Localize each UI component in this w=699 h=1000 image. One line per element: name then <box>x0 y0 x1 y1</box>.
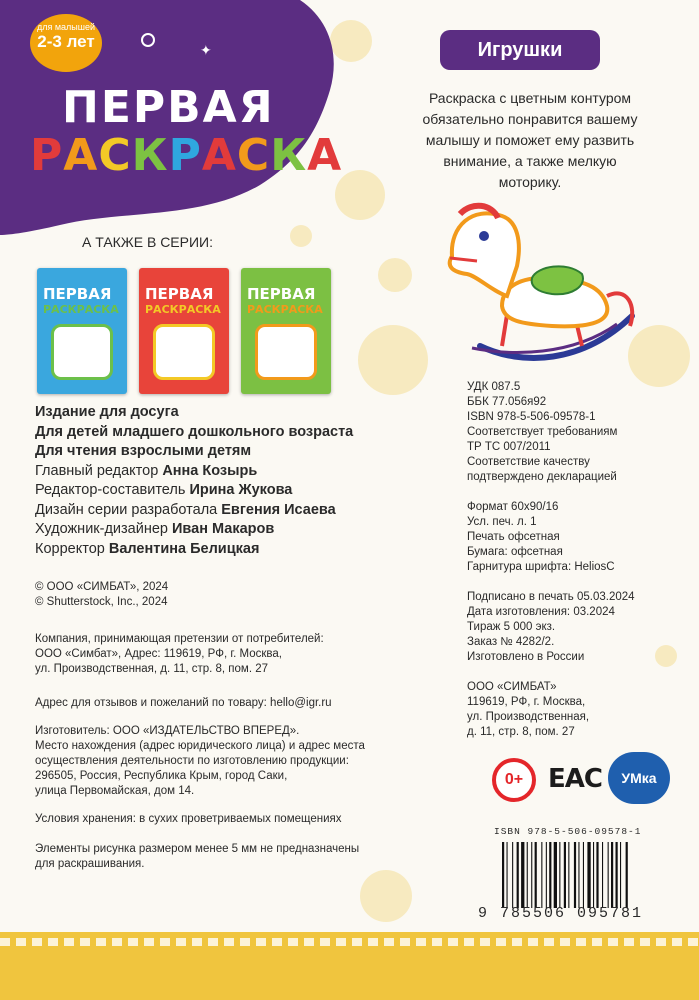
barcode-digits: 9 785506 095781 <box>478 905 644 922</box>
book-illustration <box>153 324 215 380</box>
category-tag: Игрушки <box>440 30 600 70</box>
warning-line: Элементы рисунка размером менее 5 мм не предназначены <box>35 843 360 855</box>
warning-line: для раскрашивания. <box>35 858 145 870</box>
format-line: Формат 60х90/16 <box>467 501 559 513</box>
barcode-bar <box>531 842 532 908</box>
barcode-bar <box>527 842 528 908</box>
barcode-bar <box>521 842 524 908</box>
decor-dot <box>360 870 412 922</box>
barcode-bar <box>593 842 594 908</box>
title-letter: С <box>236 130 271 181</box>
print-line: Дата изготовления: 03.2024 <box>467 606 615 618</box>
edition-block <box>35 403 353 559</box>
credits-list <box>35 462 353 560</box>
title-letter: Р <box>168 130 202 181</box>
biblio-line: УДК 087.5 <box>467 381 521 393</box>
title-letter: А <box>307 130 343 181</box>
badge-caption: для малышей <box>36 22 96 32</box>
biblio-line: подтверждено декларацией <box>467 471 617 483</box>
book-illustration <box>255 324 317 380</box>
publisher-line: 119619, РФ, г. Москва, <box>467 696 586 708</box>
description <box>380 88 680 193</box>
barcode-bar <box>502 842 504 908</box>
title-letter: А <box>63 130 99 181</box>
publisher-block <box>467 680 589 740</box>
barcode-bar <box>507 842 508 908</box>
barcode-bar <box>620 842 621 908</box>
publisher-line: ул. Производственная, <box>467 711 590 723</box>
biblio-line: Соответствует требованиям <box>467 426 618 438</box>
manufacturer-line: улица Первомайская, дом 14. <box>35 785 195 797</box>
biblio-line: Соответствие качеству <box>467 456 590 468</box>
book-title: ПЕРВАЯ РАСКРАСКА <box>43 285 119 316</box>
biblio-line: ТР ТС 007/2011 <box>467 441 551 453</box>
barcode-bar <box>554 842 557 908</box>
copyright-line: © Shutterstock, Inc., 2024 <box>35 596 168 608</box>
manufacturer-line: Место нахождения (адрес юридического лица) и адрес места <box>35 740 365 752</box>
barcode-bar <box>535 842 537 908</box>
claims-block <box>35 632 324 677</box>
biblio-line: ББК 77.056я92 <box>467 396 547 408</box>
barcode-bar <box>568 842 569 908</box>
rocking-horse-illustration <box>432 196 642 376</box>
barcode-bar <box>611 842 613 908</box>
print-block <box>467 590 635 665</box>
description-line: внимание, а также мелкую <box>443 153 617 169</box>
manufacturer-line: Изготовитель: ООО «ИЗДАТЕЛЬСТВО ВПЕРЕД». <box>35 725 300 737</box>
footer-dash <box>0 938 699 946</box>
title-letter: А <box>201 130 237 181</box>
decor-dot <box>655 645 677 667</box>
series-label: А ТАКЖЕ В СЕРИИ: <box>82 234 213 250</box>
decor-dot <box>358 325 428 395</box>
format-line: Гарнитура шрифта: HeliosC <box>467 561 615 573</box>
title-letter: С <box>98 130 132 181</box>
book-illustration <box>51 324 113 380</box>
claims-line: Компания, принимающая претензии от потребителей: <box>35 633 324 645</box>
manufacturer-line: осуществления деятельности по изготовлению продукции: <box>35 755 349 767</box>
edition-line: Издание для досуга <box>35 404 179 420</box>
claims-line: ООО «Симбат», Адрес: 119619, РФ, г. Москва, <box>35 648 282 660</box>
barcode-bar <box>512 842 513 908</box>
print-line: Подписано в печать 05.03.2024 <box>467 591 635 603</box>
barcode-bar <box>517 842 519 908</box>
storage-line: Условия хранения: в сухих проветриваемых помещениях <box>35 813 342 825</box>
credit-line: Корректор Валентина Белицкая <box>35 540 260 557</box>
barcode-bar <box>616 842 618 908</box>
barcode-isbn: ISBN 978-5-506-09578-1 <box>494 826 642 837</box>
edition-line: Для детей младшего дошкольного возраста <box>35 423 354 440</box>
barcode-bar <box>587 842 590 908</box>
badge-age: 2-3 лет <box>37 32 95 51</box>
print-line: Заказ № 4282/2. <box>467 636 555 648</box>
brand-logo: УМка <box>608 752 670 804</box>
publisher-line: ООО «СИМБАТ» <box>467 681 557 693</box>
series-book-cover <box>37 268 127 394</box>
barcode-bar <box>549 842 551 908</box>
warning-block <box>35 842 359 872</box>
credit-line: Художник-дизайнер Иван Макаров <box>35 521 275 537</box>
book-title: ПЕРВАЯ РАСКРАСКА <box>247 285 323 316</box>
format-line: Усл. печ. л. 1 <box>467 516 537 528</box>
edition-line: Для чтения взрослыми детям <box>35 443 252 459</box>
barcode-bar <box>583 842 584 908</box>
barcode-bar <box>608 842 609 908</box>
book-title: ПЕРВАЯ РАСКРАСКА <box>145 285 221 316</box>
barcode-bar <box>578 842 579 908</box>
copyright-line: © ООО «СИМБАТ», 2024 <box>35 581 169 593</box>
credit-line: Главный редактор Анна Козырь <box>35 462 258 479</box>
barcode-bar <box>626 842 628 908</box>
title-letter: Р <box>30 130 64 181</box>
series-book-cover <box>139 268 229 394</box>
title-line2 <box>30 130 342 181</box>
feedback-line: Адрес для отзывов и пожеланий по товару: hello@igr.ru <box>35 697 332 709</box>
barcode-bar <box>541 842 542 908</box>
claims-line: ул. Производственная, д. 11, стр. 8, пом. 27 <box>35 663 269 675</box>
copyright-block <box>35 580 168 610</box>
publisher-line: д. 11, стр. 8, пом. 27 <box>467 726 575 738</box>
title-line1: ПЕРВАЯ <box>62 82 275 133</box>
svg-text:✦: ✦ <box>200 43 212 59</box>
description-line: обязательно понравится вашему <box>422 111 638 127</box>
title-letter: К <box>131 130 169 181</box>
format-block <box>467 500 615 575</box>
print-line: Изготовлено в России <box>467 651 585 663</box>
description-line: малышу и поможет ему развить <box>425 132 635 148</box>
age-badge <box>30 14 102 72</box>
barcode-bar <box>602 842 603 908</box>
format-line: Печать офсетная <box>467 531 560 543</box>
credit-line: Редактор-составитель Ирина Жукова <box>35 482 293 498</box>
format-line: Бумага: офсетная <box>467 546 563 558</box>
manufacturer-block <box>35 724 365 799</box>
print-line: Тираж 5 000 экз. <box>467 621 556 633</box>
manufacturer-line: 296505, Россия, Республика Крым, город Саки, <box>35 770 288 782</box>
age-rating-icon: 0+ <box>492 758 536 802</box>
credit-line: Дизайн серии разработала Евгения Исаева <box>35 501 336 518</box>
decor-dot <box>378 258 412 292</box>
series-book-cover <box>241 268 331 394</box>
barcode-bar <box>596 842 598 908</box>
description-line: моторику. <box>498 174 562 190</box>
eac-mark: EAC <box>548 764 602 794</box>
barcode-bar <box>559 842 560 908</box>
biblio-block <box>467 380 617 485</box>
barcode-bar <box>564 842 566 908</box>
barcode-bar <box>546 842 547 908</box>
barcode-bar <box>574 842 576 908</box>
description-line: Раскраска с цветным контуром <box>428 90 632 106</box>
biblio-line: ISBN 978-5-506-09578-1 <box>467 411 596 423</box>
title-letter: К <box>270 130 308 181</box>
